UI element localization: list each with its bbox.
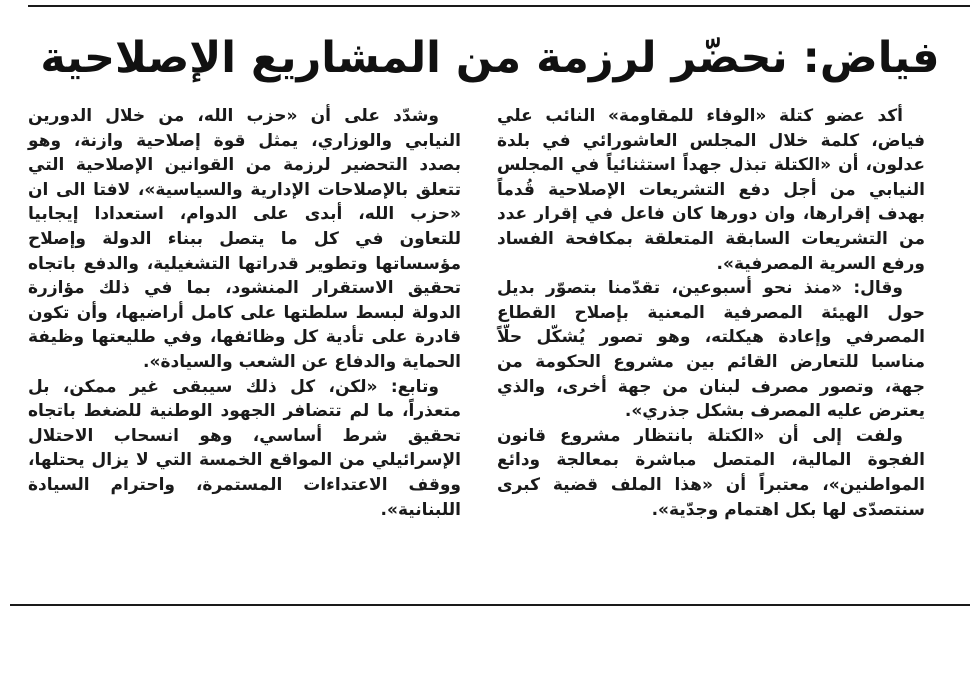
article-column-right [497, 104, 925, 522]
bottom-rule [10, 604, 970, 606]
paragraph: ولفت إلى أن «الكتلة بانتظار مشروع قانون الفجوة المالية، المتصل مباشرة بمعالجة ودائع المواطنين»، معتبراً أن «هذا الملف قضية كبرى سنتصدّى لها بكل اهتمام وجدّية». [497, 425, 925, 520]
article-headline: فياض: نحضّر لرزمة من المشاريع الإصلاحية [40, 33, 940, 83]
paragraph: وتابع: «لكن، كل ذلك سيبقى غير ممكن، بل متعذراً، ما لم تتضافر الجهود الوطنية للضغط باتجاه تحقيق شرط أساسي، وهو انسحاب الاحتلال الإسرائيلي من المواقع الخمسة التي لا يزال يحتلها، ووقف الاعتداءات المستمرة، واحترام السيادة اللبنانية». [28, 376, 461, 520]
article-column-left [28, 104, 461, 522]
paragraph: وقال: «منذ نحو أسبوعين، تقدّمنا بتصوّر بديل حول الهيئة المصرفية المعنية بإصلاح القطاع المصرفي وإعادة هيكلته، وهو تصور يُشكّل حلّاً مناسبا للتعارض القائم بين مشروع الحكومة من جهة، وتصور مصرف لبنان من جهة أخرى، والذي يعترض عليه المصرف بشكل جذري». [497, 278, 925, 422]
paragraph: وشدّد على أن «حزب الله، من خلال الدورين النيابي والوزاري، يمثل قوة إصلاحية وازنة، وهو بصدد التحضير لرزمة من القوانين الإصلاحية التي تتعلق بالإصلاحات الإدارية والسياسية»، لافتا الى ان «حزب الله، أبدى على الدوام، استعدادا إيجابيا للتعاون في كل ما يتصل ببناء الدولة وإصلاح مؤسساتها وتطوير قدراتها التشغيلية، والدفع باتجاه تحقيق الاستقرار المنشود، بما في ذلك مؤازرة الدولة لبسط سلطتها على كامل أراضيها، وأن تكون قادرة على تأدية كل وظائفها، وفي طليعتها وظيفة الحماية والدفاع عن الشعب والسيادة». [28, 106, 461, 372]
top-rule [28, 5, 970, 7]
paragraph: أكد عضو كتلة «الوفاء للمقاومة» النائب علي فياض، كلمة خلال المجلس العاشورائي في بلدة عدلون، أن «الكتلة تبذل جهداً استثنائياً في المجلس النيابي من أجل دفع التشريعات الإصلاحية قُدماً بهدف إقرارها، وان دورها كان فاعل في إقرار عدد من التشريعات السابقة المتعلقة بمكافحة الفساد ورفع السرية المصرفية». [497, 106, 925, 274]
